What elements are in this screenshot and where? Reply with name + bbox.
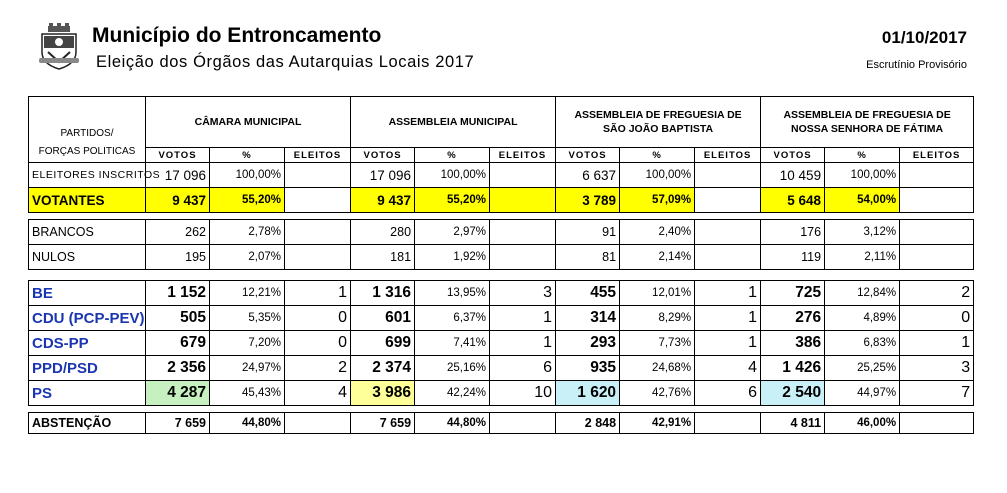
votes-cell: 725 xyxy=(761,281,825,306)
elected-cell: 1 xyxy=(490,331,556,356)
row-label: NULOS xyxy=(29,245,146,270)
elected-cell: 6 xyxy=(695,381,761,406)
page-subtitle: Eleição dos Órgãos das Autarquias Locais 2017 xyxy=(96,53,475,71)
percent-cell: 3,12% xyxy=(825,220,900,245)
party-label: CDS-PP xyxy=(29,331,146,356)
percent-cell: 1,92% xyxy=(415,245,490,270)
votes-cell: 10 459 xyxy=(761,163,825,188)
column-header-votos: VOTOS xyxy=(556,148,620,163)
votes-cell: 679 xyxy=(146,331,210,356)
votes-cell: 314 xyxy=(556,306,620,331)
votes-cell: 81 xyxy=(556,245,620,270)
column-header-eleitos: ELEITOS xyxy=(900,148,974,163)
column-header-votos: VOTOS xyxy=(761,148,825,163)
table-row-party-be xyxy=(29,281,974,306)
elected-cell: 1 xyxy=(695,331,761,356)
percent-cell: 6,37% xyxy=(415,306,490,331)
votes-cell: 2 848 xyxy=(556,413,620,434)
party-label: PS xyxy=(29,381,146,406)
elected-cell: 3 xyxy=(490,281,556,306)
elected-cell xyxy=(695,220,761,245)
votes-cell-winner: 1 620 xyxy=(556,381,620,406)
percent-cell: 2,14% xyxy=(620,245,695,270)
votes-cell: 5 648 xyxy=(761,188,825,213)
votes-cell: 7 659 xyxy=(351,413,415,434)
elected-cell: 6 xyxy=(490,356,556,381)
group-header-fatima: ASSEMBLEIA DE FREGUESIA DE NOSSA SENHORA DE FÁTIMA xyxy=(761,97,974,148)
elected-cell xyxy=(285,188,351,213)
elected-cell: 1 xyxy=(900,331,974,356)
votes-cell: 293 xyxy=(556,331,620,356)
percent-cell: 55,20% xyxy=(415,188,490,213)
count-status: Escrutínio Provisório xyxy=(866,59,967,71)
table-row-party-ps xyxy=(29,381,974,406)
votes-cell: 17 096 xyxy=(351,163,415,188)
votes-cell: 195 xyxy=(146,245,210,270)
percent-cell: 100,00% xyxy=(825,163,900,188)
votes-cell: 119 xyxy=(761,245,825,270)
percent-cell: 100,00% xyxy=(210,163,285,188)
votes-cell: 9 437 xyxy=(146,188,210,213)
elected-cell: 4 xyxy=(285,381,351,406)
municipal-crest-logo xyxy=(34,22,84,72)
row-label: BRANCOS xyxy=(29,220,146,245)
elected-cell xyxy=(285,220,351,245)
percent-cell: 42,24% xyxy=(415,381,490,406)
percent-cell: 6,83% xyxy=(825,331,900,356)
elected-cell xyxy=(695,163,761,188)
table-row-eleitores xyxy=(29,163,974,188)
percent-cell: 100,00% xyxy=(415,163,490,188)
elected-cell: 3 xyxy=(900,356,974,381)
percent-cell: 8,29% xyxy=(620,306,695,331)
table-row-votantes xyxy=(29,188,974,213)
column-header-pct: % xyxy=(210,148,285,163)
votes-cell: 9 437 xyxy=(351,188,415,213)
elected-cell: 2 xyxy=(285,356,351,381)
elected-cell: 1 xyxy=(285,281,351,306)
table-row-abstencao xyxy=(29,413,974,434)
elected-cell: 0 xyxy=(900,306,974,331)
votes-cell: 91 xyxy=(556,220,620,245)
elected-cell xyxy=(285,163,351,188)
percent-cell: 4,89% xyxy=(825,306,900,331)
votes-cell: 3 789 xyxy=(556,188,620,213)
table-row-party-cdu xyxy=(29,306,974,331)
votes-cell: 262 xyxy=(146,220,210,245)
votes-cell: 935 xyxy=(556,356,620,381)
percent-cell: 2,78% xyxy=(210,220,285,245)
column-header-eleitos: ELEITOS xyxy=(695,148,761,163)
percent-cell: 42,91% xyxy=(620,413,695,434)
votes-cell: 6 637 xyxy=(556,163,620,188)
elected-cell xyxy=(695,245,761,270)
percent-cell: 42,76% xyxy=(620,381,695,406)
group-header-assembleia: ASSEMBLEIA MUNICIPAL xyxy=(351,97,556,148)
percent-cell: 44,97% xyxy=(825,381,900,406)
party-label: BE xyxy=(29,281,146,306)
group-header-row xyxy=(29,97,974,148)
table-row-party-cds xyxy=(29,331,974,356)
row-label: ABSTENÇÃO xyxy=(29,413,146,434)
elected-cell xyxy=(900,163,974,188)
elected-cell: 1 xyxy=(695,281,761,306)
column-header-row xyxy=(29,148,974,163)
column-header-pct: % xyxy=(620,148,695,163)
elected-cell xyxy=(900,245,974,270)
votes-cell: 17 096 xyxy=(146,163,210,188)
votes-cell-winner: 3 986 xyxy=(351,381,415,406)
row-label: ELEITORES INSCRITOS xyxy=(29,163,146,188)
column-header-votos: VOTOS xyxy=(146,148,210,163)
column-header-eleitos: ELEITOS xyxy=(490,148,556,163)
elected-cell xyxy=(900,188,974,213)
column-header-pct: % xyxy=(825,148,900,163)
table-row-nulos xyxy=(29,245,974,270)
elected-cell xyxy=(900,413,974,434)
table-row-party-psd xyxy=(29,356,974,381)
percent-cell: 2,07% xyxy=(210,245,285,270)
percent-cell: 24,68% xyxy=(620,356,695,381)
percent-cell: 46,00% xyxy=(825,413,900,434)
party-header-cell: PARTIDOS/ FORÇAS POLITICAS xyxy=(29,97,146,163)
percent-cell: 54,00% xyxy=(825,188,900,213)
votes-cell: 2 374 xyxy=(351,356,415,381)
percent-cell: 44,80% xyxy=(415,413,490,434)
column-header-eleitos: ELEITOS xyxy=(285,148,351,163)
percent-cell: 5,35% xyxy=(210,306,285,331)
percent-cell: 12,01% xyxy=(620,281,695,306)
elected-cell xyxy=(900,220,974,245)
percent-cell: 2,11% xyxy=(825,245,900,270)
elected-cell xyxy=(695,413,761,434)
percent-cell: 100,00% xyxy=(620,163,695,188)
votes-cell: 601 xyxy=(351,306,415,331)
votes-cell: 7 659 xyxy=(146,413,210,434)
votes-cell: 276 xyxy=(761,306,825,331)
percent-cell: 24,97% xyxy=(210,356,285,381)
results-table xyxy=(28,96,974,434)
elected-cell xyxy=(490,188,556,213)
elected-cell: 2 xyxy=(900,281,974,306)
elected-cell xyxy=(490,413,556,434)
group-header-camara: CÂMARA MUNICIPAL xyxy=(146,97,351,148)
votes-cell: 505 xyxy=(146,306,210,331)
votes-cell: 386 xyxy=(761,331,825,356)
column-header-pct: % xyxy=(415,148,490,163)
row-label: VOTANTES xyxy=(29,188,146,213)
elected-cell: 10 xyxy=(490,381,556,406)
election-date: 01/10/2017 xyxy=(881,28,967,47)
votes-cell: 2 356 xyxy=(146,356,210,381)
percent-cell: 57,09% xyxy=(620,188,695,213)
votes-cell: 280 xyxy=(351,220,415,245)
elected-cell: 7 xyxy=(900,381,974,406)
votes-cell-winner: 4 287 xyxy=(146,381,210,406)
party-label: PPD/PSD xyxy=(29,356,146,381)
elected-cell xyxy=(490,245,556,270)
elected-cell xyxy=(490,220,556,245)
votes-cell: 1 152 xyxy=(146,281,210,306)
elected-cell: 1 xyxy=(490,306,556,331)
elected-cell: 0 xyxy=(285,306,351,331)
percent-cell: 7,41% xyxy=(415,331,490,356)
elected-cell: 1 xyxy=(695,306,761,331)
votes-cell: 181 xyxy=(351,245,415,270)
votes-cell: 1 316 xyxy=(351,281,415,306)
percent-cell: 2,97% xyxy=(415,220,490,245)
percent-cell: 44,80% xyxy=(210,413,285,434)
percent-cell: 25,16% xyxy=(415,356,490,381)
percent-cell: 12,21% xyxy=(210,281,285,306)
column-header-votos: VOTOS xyxy=(351,148,415,163)
votes-cell: 699 xyxy=(351,331,415,356)
elected-cell: 4 xyxy=(695,356,761,381)
party-label: CDU (PCP-PEV) xyxy=(29,306,146,331)
elected-cell xyxy=(490,163,556,188)
votes-cell: 455 xyxy=(556,281,620,306)
table-row-brancos xyxy=(29,220,974,245)
votes-cell: 1 426 xyxy=(761,356,825,381)
votes-cell-winner: 2 540 xyxy=(761,381,825,406)
percent-cell: 7,73% xyxy=(620,331,695,356)
percent-cell: 12,84% xyxy=(825,281,900,306)
group-header-sao-joao: ASSEMBLEIA DE FREGUESIA DE SÃO JOÃO BAPTISTA xyxy=(556,97,761,148)
percent-cell: 25,25% xyxy=(825,356,900,381)
elected-cell xyxy=(285,413,351,434)
votes-cell: 176 xyxy=(761,220,825,245)
percent-cell: 55,20% xyxy=(210,188,285,213)
votes-cell: 4 811 xyxy=(761,413,825,434)
page-title: Município do Entroncamento xyxy=(92,24,382,47)
elected-cell xyxy=(285,245,351,270)
percent-cell: 2,40% xyxy=(620,220,695,245)
percent-cell: 13,95% xyxy=(415,281,490,306)
elected-cell xyxy=(695,188,761,213)
elected-cell: 0 xyxy=(285,331,351,356)
percent-cell: 7,20% xyxy=(210,331,285,356)
percent-cell: 45,43% xyxy=(210,381,285,406)
